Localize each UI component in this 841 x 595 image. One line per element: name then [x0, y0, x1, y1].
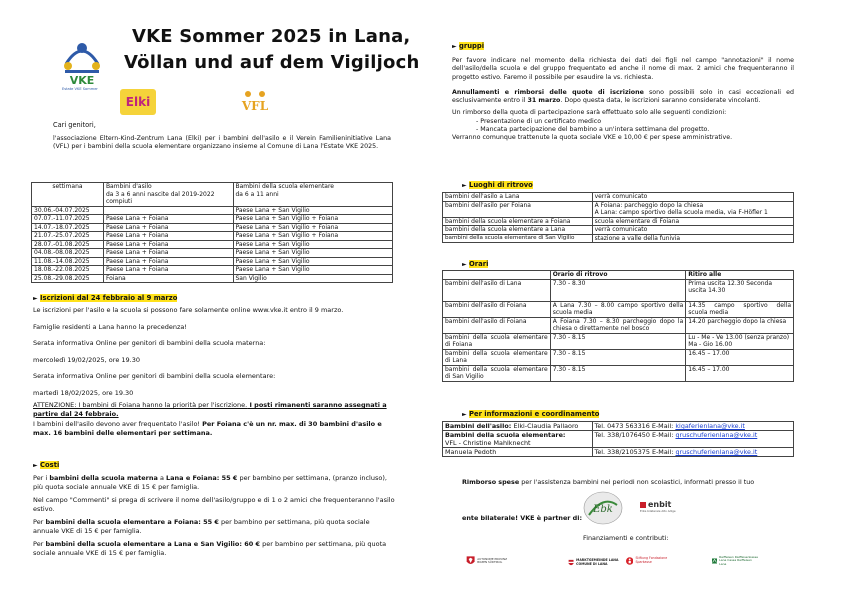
refund-condition-1: - Presentazione di un certificato medico — [476, 117, 602, 125]
table-row: 14.07.-18.07.2025 Paese Lana + Foiana Paese Lana + San Vigilio + Foiana — [32, 223, 393, 232]
info-evening-kg-label: Serata informativa Online per genitori di bambini della scuola materna: — [33, 339, 266, 348]
table-row: bambini della scuola elementare di San Vigilio 7.30 - 8.15 16.45 – 17.00 — [443, 365, 794, 381]
ebk-logo-text: Ebk — [593, 504, 613, 515]
elki-logo — [120, 89, 156, 115]
elki-logo-text: Elki — [125, 95, 151, 109]
triangle-right-icon: ► — [462, 411, 467, 418]
cancellations-text: Annullamenti e rimborsi delle quote di iscrizione sono possibili solo in casi eccezionali ed esclusivamente entro il 31 marzo. Dopo questa data, le iscrizioni saranno considerate vincolanti. — [452, 88, 794, 105]
email-link[interactable]: gruschuferienlana@vke.it — [675, 431, 758, 439]
info-heading: ► Per informazioni e coordinamento — [462, 410, 600, 418]
table-row: bambini dell'asilo per Foiana A Foiana: parcheggio dopo la chiesa A Lana: campo sportivo della scuola media, via F-Höfler 1 — [443, 201, 794, 217]
lana-crest-icon — [568, 557, 574, 569]
costi-kindergarten: Per i bambini della scuola materna a Lana e Foiana: 55 € per bambino per settimana, (pranzo incluso), più quota sociale annuale VKE di 15 € per famiglia. — [33, 474, 387, 491]
greeting: Cari genitori, — [53, 121, 96, 129]
refund-conditions: Un rimborso della quota di partecipazione sarà effettuato solo alle seguenti condizioni: — [452, 109, 727, 117]
sponsor-sparkasse-text: Stiftung Fondazione Sparkasse — [635, 556, 668, 564]
schedule-header-row — [32, 183, 393, 207]
gruppi-heading: ► gruppi — [452, 42, 485, 50]
vfl-logo-text: VFL — [241, 99, 269, 113]
funding-heading: Finanziamenti e contributi: — [583, 534, 669, 542]
costi-heading: ► Costi — [33, 461, 60, 469]
attenzione-limits: I bambini dell'asilo devono aver frequentato l'asilo! Per Foiana c'è un nr. max. di 30 bambini d'asilo e max. 16 bambini delle elementari per settimana. — [33, 420, 382, 437]
table-row: Bambini dell'asilo: Elki-Claudia Pallaoro Tel. 0473 563316 E-Mail: kigaferienlana@vke.it — [443, 422, 794, 431]
enbit-logo — [640, 500, 684, 524]
triangle-right-icon: ► — [33, 295, 38, 302]
title-line-1: VKE Sommer 2025 in Lana, — [132, 26, 411, 47]
enbit-logo-text: enbit — [647, 500, 672, 509]
iscrizioni-priority-text: Famiglie residenti a Lana hanno la precedenza! — [33, 322, 187, 331]
table-row: bambini della scuola elementare di Foiana 7.30 - 8.15 Lu - Me - Ve 13.00 (senza pranzo) Ma - Gio 16.00 — [443, 333, 794, 349]
refund-retained: Verranno comunque trattenute la quota sociale VKE e 10,00 € per spese amministrative. — [452, 134, 733, 142]
table-row: Bambini della scuola elementare: VFL - Christine Mahlknecht Tel. 338/1076450 E-Mail: gruschuferienlana@vke.it — [443, 431, 794, 448]
luoghi-heading: ► Luoghi di ritrovo — [462, 181, 533, 189]
iscrizioni-block — [33, 306, 393, 397]
schedule-header-elementary: Bambini della scuola elementare da 6 a 11 anni — [233, 183, 393, 207]
info-evening-el-date: martedì 18/02/2025, ore 19.30 — [33, 388, 134, 397]
vfl-logo — [240, 88, 270, 116]
sponsor-province-text: AUTONOME PROVINZ BOZEN SÜDTIROL — [477, 556, 508, 564]
attenzione-priority: ATTENZIONE: I bambini di Foiana hanno la priorità per l'iscrizione. I posti rimanenti saranno assegnati a partire dal 24 febbraio. — [33, 401, 387, 418]
ebk-logo-graphic — [583, 491, 623, 525]
schedule-table — [31, 182, 393, 283]
table-row: 04.08.-08.08.2025 Paese Lana + Foiana Paese Lana + San Vigilio — [32, 249, 393, 258]
iscrizioni-heading: ► Iscrizioni dal 24 febbraio al 9 marzo — [33, 294, 178, 302]
ebk-logo — [583, 491, 623, 525]
orari-heading: ► Orari — [462, 260, 489, 268]
table-row: bambini dell'asilo di Foiana A Foiana 7.30 – 8.30 parcheggio dopo la chiesa o direttamente nel bosco 14.20 parcheggio dopo la chiesa — [443, 317, 794, 333]
vke-logo — [56, 34, 108, 92]
table-row: bambini dell'asilo a Lana verrà comunicato — [443, 193, 794, 202]
rimborso-text: Rimborso spese per l'assistenza bambini nei periodi non scolastici, informati presso il tuo — [462, 478, 755, 486]
sponsor-logo-sparkasse — [626, 551, 672, 571]
table-row: bambini dell'asilo di Lana 7.30 - 8.30 Prima uscita 12.30 Seconda uscita 14.30 — [443, 279, 794, 301]
sponsor-logo-raiffeisen — [712, 551, 760, 571]
gruppi-block — [452, 57, 794, 143]
email-link[interactable]: kigaferienlana@vke.it — [675, 422, 745, 430]
refund-condition-2: - Mancata partecipazione del bambino a un'intera settimana del progetto. — [476, 126, 710, 134]
title-line-2: Völlan und auf dem Vigiljoch — [124, 51, 420, 73]
table-row: 30.06.-04.07.2025 Paese Lana + San Vigilio — [32, 206, 393, 215]
table-row: Manuela Pedoth Tel. 338/2105375 E-Mail: gruschuferienlana@vke.it — [443, 448, 794, 457]
vke-logo-graphic — [56, 34, 108, 92]
meeting-points-table — [442, 192, 794, 243]
sponsor-lana-text: MARKTGEMEINDE LANA COMUNE DI LANA — [576, 558, 619, 566]
table-row: bambini della scuola elementare a Foiana scuola elementare di Foiana — [443, 217, 794, 226]
table-row: bambini della scuola elementare di Lana 7.30 - 8.15 16.45 – 17.00 — [443, 349, 794, 365]
table-row: 21.07.-25.07.2025 Paese Lana + Foiana Paese Lana + San Vigilio + Foiana — [32, 232, 393, 241]
intro-paragraph: l'associazione Eltern-Kind-Zentrum Lana (Elki) per i bambini dell'asilo e il Verein Familieninitiative Lana (VFL) per i bambini della scuola elementare organizzano insieme al Comune di Lana l'Estate VKE 2025. — [53, 135, 391, 151]
iscrizioni-online-text: Le iscrizioni per l'asilo e la scuola si possono fare solamente online www.vke.it entro il 9 marzo. — [33, 306, 344, 314]
table-row: bambini della scuola elementare a Lana verrà comunicato — [443, 226, 794, 235]
enbit-logo-mark — [640, 502, 646, 508]
triangle-right-icon: ► — [462, 261, 467, 268]
triangle-right-icon: ► — [462, 182, 467, 189]
schedule-times-table — [442, 270, 794, 382]
costi-elementary-foiana: Per bambini della scuola elementare a Foiana: 55 € per bambino per settimana, più quota sociale annuale VKE di 15 € per famiglia. — [33, 518, 370, 535]
vke-logo-subtitle: Estate VKE Sommer — [62, 87, 98, 91]
info-evening-el-label: Serata informativa Online per genitori di bambini della scuola elementare: — [33, 372, 276, 381]
schedule-header-week: settimana — [32, 183, 104, 207]
page-title — [124, 26, 420, 74]
triangle-right-icon: ► — [452, 43, 457, 50]
costi-elementary-lana: Per bambini della scuola elementare a Lana e San Vigilio: 60 € per bambino per settimana, più quota sociale annuale VKE di 15 € per famiglia. — [33, 540, 387, 558]
gruppi-annotations: Per favore indicare nel momento della richiesta dei dati dei figli nel campo "annotazioni" il nome dell'asilo/della scuola e del gruppo frequentato ed anche il nome di max. 2 amici che frequenteranno il progetto estivo. Faremo il possibile per esaudire la vs. richiesta. — [452, 57, 794, 81]
orari-header-arrival: Orario di ritrovo — [550, 271, 686, 280]
sponsor-raiffeisen-text: Raiffeisen Raiffeisenkasse Lana Cassa Raiffeisen Lana — [719, 554, 759, 566]
attenzione-block — [33, 401, 393, 437]
schedule-header-kindergarten: Bambini d'asilo da 3 a 6 anni nascite dal 2019-2022 compiuti — [103, 183, 233, 207]
table-row: 25.08.-29.08.2025 Foiana San Vigilio — [32, 274, 393, 283]
table-row: 07.07.-11.07.2025 Paese Lana + Foiana Paese Lana + San Vigilio + Foiana — [32, 215, 393, 224]
raiffeisen-icon — [712, 556, 717, 566]
triangle-right-icon: ► — [33, 462, 38, 469]
enbit-logo-subtitle: Ente bilaterale Alto Adige — [640, 509, 676, 514]
vke-logo-text: VKE — [69, 74, 95, 87]
table-row: 11.08.-14.08.2025 Paese Lana + Foiana Paese Lana + San Vigilio — [32, 257, 393, 266]
email-link[interactable]: gruschuferienlana@vke.it — [675, 448, 758, 456]
table-row: bambini dell'asilo di Foiana A Lana 7.30 – 8.00 campo sportivo della scuola media 14.35 campo sportivo della scuola media — [443, 301, 794, 317]
vfl-logo-graphic — [240, 88, 270, 116]
ente-bilaterale-text: ente bilaterale! VKE è partner di: — [462, 514, 583, 522]
table-row: bambini della scuola elementare di San Vigilio stazione a valle della funivia — [443, 234, 794, 243]
table-row: 28.07.-01.08.2025 Paese Lana + Foiana Paese Lana + San Vigilio — [32, 240, 393, 249]
contacts-table — [442, 421, 794, 457]
costi-block — [33, 474, 395, 558]
sponsor-logo-lana — [568, 554, 622, 572]
info-evening-kg-date: mercoledì 19/02/2025, ore 19.30 — [33, 355, 140, 364]
sponsor-logo-province — [466, 549, 514, 573]
sparkasse-icon — [626, 556, 633, 566]
orari-header-pickup: Ritiro alle — [686, 271, 794, 280]
table-row: 18.08.-22.08.2025 Paese Lana + Foiana Paese Lana + San Vigilio — [32, 266, 393, 275]
eagle-crest-icon — [466, 553, 475, 569]
costi-comments: Nel campo "Commenti" si prega di scrivere il nome dell'asilo/gruppo e di 1 o 2 amici che frequenteranno l'asilo estivo. — [33, 496, 395, 513]
orari-header-row — [443, 271, 794, 280]
